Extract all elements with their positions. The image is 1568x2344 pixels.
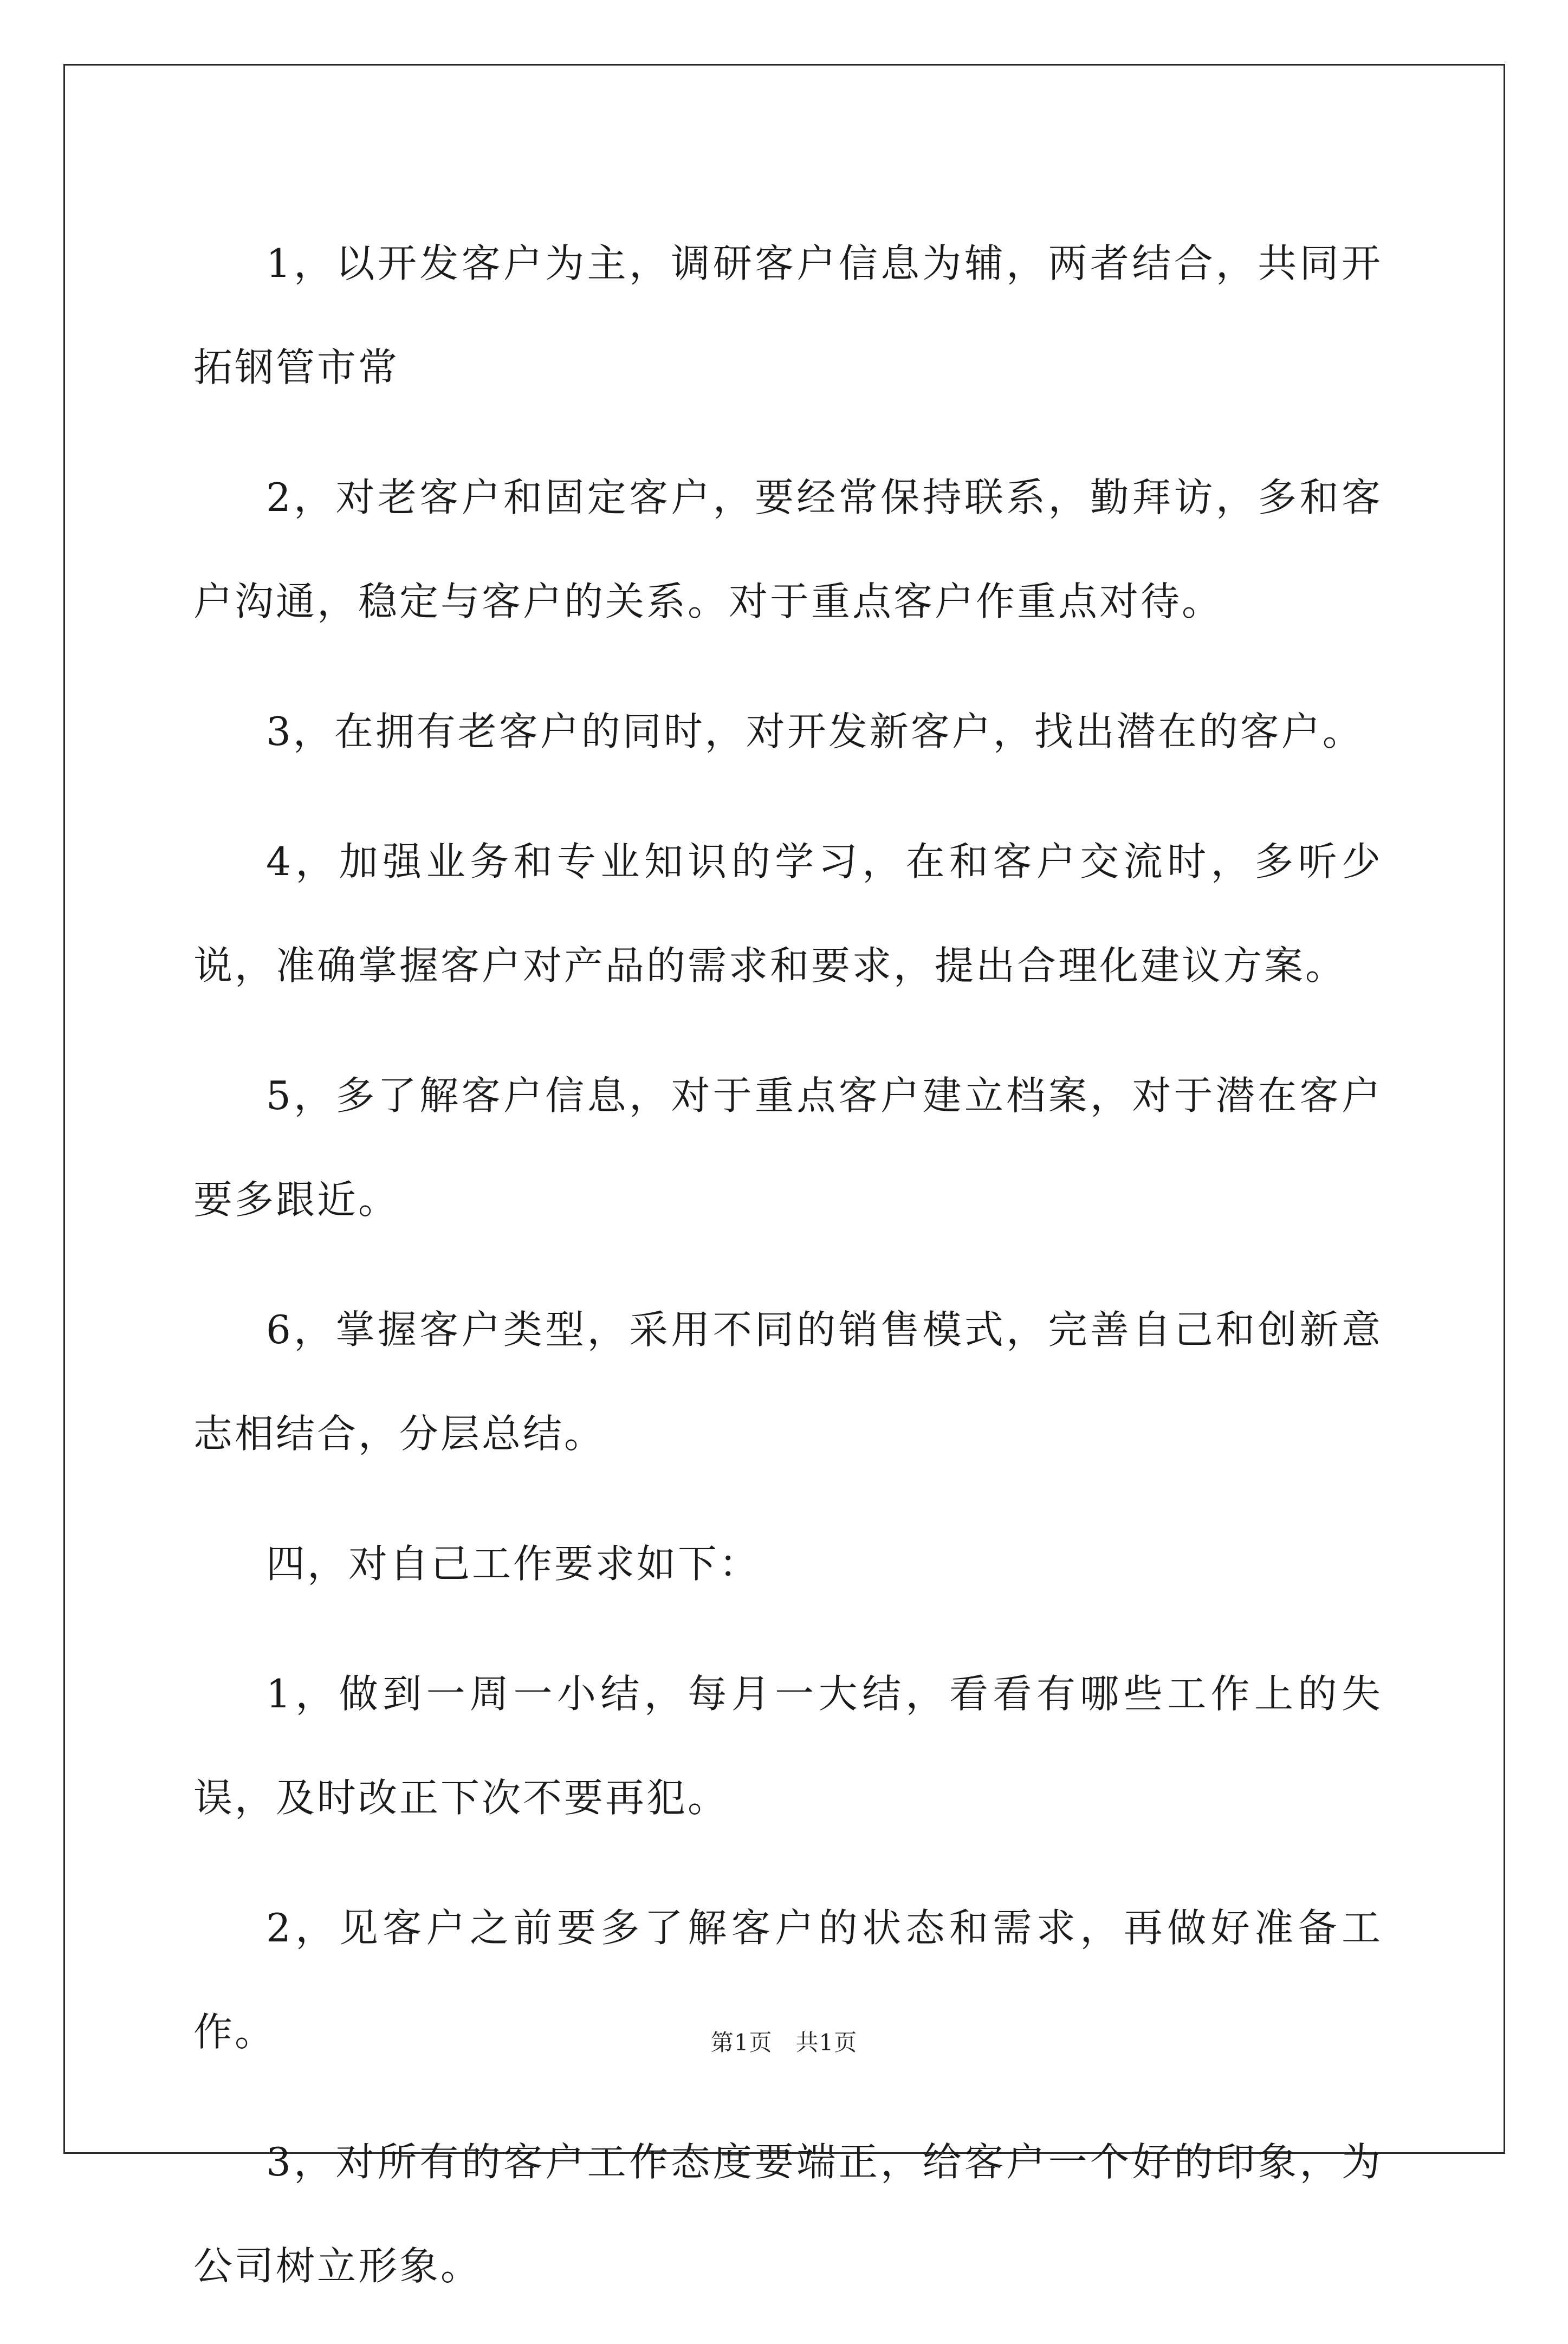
paragraph-9: 3，对所有的客户工作态度要端正，给客户一个好的印象，为公司树立形象。 bbox=[193, 2139, 1383, 2289]
paragraph-6: 6，掌握客户类型，采用不同的销售模式，完善自己和创新意志相结合，分层总结。 bbox=[193, 1307, 1383, 1456]
paragraph-2: 2，对老客户和固定客户，要经常保持联系，勤拜访，多和客户沟通，稳定与客户的关系。对于重点客户作重点对待。 bbox=[193, 475, 1383, 624]
paragraph-3: 3，在拥有老客户的同时，对开发新客户，找出潜在的客户。 bbox=[266, 709, 1364, 754]
paragraph-8: 2，见客户之前要多了解客户的状态和需求，再做好准备工作。 bbox=[193, 1905, 1383, 2055]
document-body bbox=[193, 211, 1383, 2344]
paragraph-7: 1，做到一周一小结，每月一大结，看看有哪些工作上的失误，及时改正下次不要再犯。 bbox=[193, 1671, 1383, 1821]
paragraph-5: 5，多了解客户信息，对于重点客户建立档案，对于潜在客户要多跟近。 bbox=[193, 1073, 1383, 1222]
paragraph-4: 4，加强业务和专业知识的学习，在和客户交流时，多听少说，准确掌握客户对产品的需求和要求，提出合理化建议方案。 bbox=[193, 839, 1383, 988]
page-number-footer: 第1页 共1页 bbox=[710, 2029, 858, 2056]
paragraph-1: 1，以开发客户为主，调研客户信息为辅，两者结合，共同开拓钢管市常 bbox=[193, 241, 1383, 390]
section-heading-four: 四，对自己工作要求如下： bbox=[266, 1541, 761, 1587]
